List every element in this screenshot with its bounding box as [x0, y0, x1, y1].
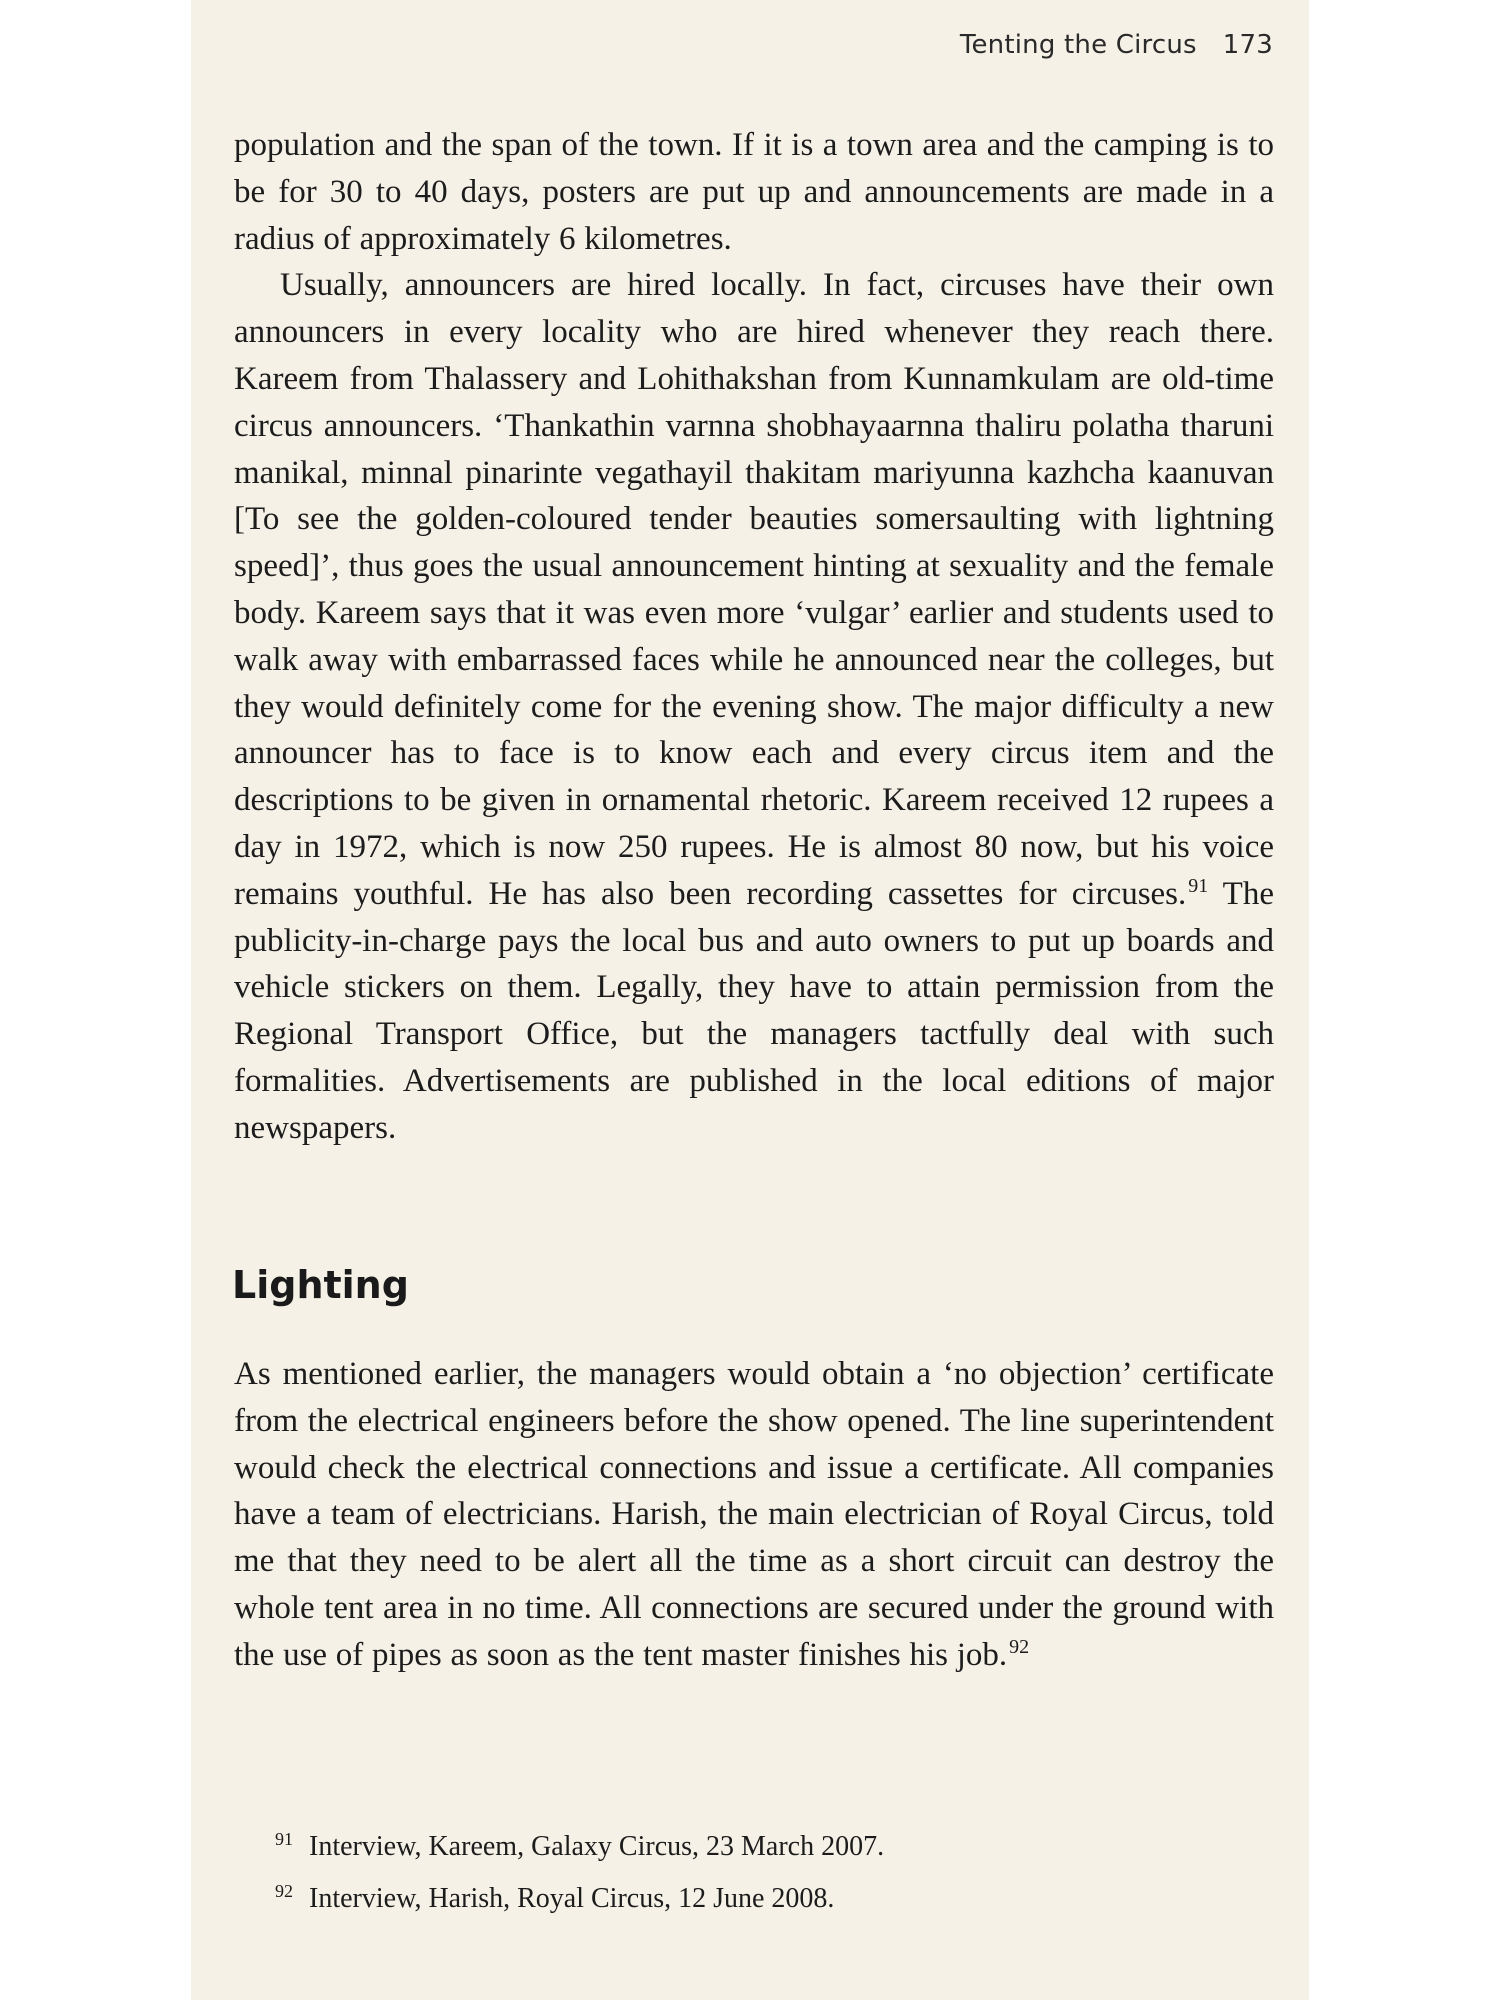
footnote-text: Interview, Kareem, Galaxy Circus, 23 March 2007.	[309, 1831, 885, 1862]
paragraph-text: As mentioned earlier, the managers would obtain a ‘no objection’ certificate from the electrical engineers before the show opened. The line superintendent would check the electrical connections and issue a certificate. All companies have a team of electricians. Harish, the main electrician of Royal Circus, told me that they need to be alert all the time as a short circuit can destroy the whole tent area in no time. All connections are secured under the ground with the use of pipes as soon as the tent master finishes his job.	[234, 1356, 1274, 1673]
book-page	[191, 0, 1309, 2000]
running-header	[960, 30, 1273, 60]
footnote-number: 91	[275, 1829, 293, 1849]
footnote-number: 92	[275, 1881, 293, 1901]
running-title: Tenting the Circus	[959, 30, 1197, 60]
footnote-text: Interview, Harish, Royal Circus, 12 June 2008.	[309, 1883, 835, 1914]
paragraph-text: Usually, announcers are hired locally. In fact, circuses have their own announcers in every locality who are hired whenever they reach there. Kareem from Thalassery and Lohithakshan from Kunnamkulam are old-time circus announcers. ‘Thankathin varnna shobhayaarnna thaliru polatha tharuni manikal, minnal pinarinte vegathayil thakitam mariyunna kazhcha kaanuvan [To see the golden-coloured tender beauties somersaulting with lightning speed]’, thus goes the usual announcement hinting at sexuality and the female body. Kareem says that it was even more ‘vulgar’ earlier and students used to walk away with embarrassed faces while he announced near the colleges, but they would definitely come for the evening show. The major difficulty a new announcer has to face is to know each and every circus item and the descriptions to be given in ornamental rhetoric. Kareem received 12 rupees a day in 1972, which is now 250 rupees. He is almost 80 now, but his voice remains youthful. He has also been recording cassettes for circuses.	[234, 267, 1274, 912]
footnote-ref-91[interactable]: 91	[1188, 874, 1209, 897]
paragraph-lighting	[234, 1351, 1274, 1679]
footnotes	[275, 1817, 884, 1921]
paragraph-text: The publicity-in-charge pays the local bus and auto owners to put up boards and vehicle stickers on them. Legally, they have to attain permission from the Regional Transport Office, but the managers tactfully deal with such formalities. Advertisements are published in the local editions of major newspapers.	[234, 875, 1274, 1146]
body-text-lighting	[234, 1351, 1274, 1679]
page-number: 173	[1222, 30, 1273, 60]
paragraph: population and the span of the town. If it is a town area and the camping is to be for 30 to 40 days, posters are put up and announcements are made in a radius of approximately 6 kilometres.	[234, 127, 1274, 257]
footnote-ref-92[interactable]: 92	[1009, 1635, 1030, 1658]
section-heading: Lighting	[232, 1263, 409, 1307]
footnote-91	[275, 1817, 884, 1869]
paragraph-announcers	[234, 262, 1274, 1151]
footnote-92	[275, 1869, 884, 1921]
body-text-upper	[234, 122, 1274, 1152]
